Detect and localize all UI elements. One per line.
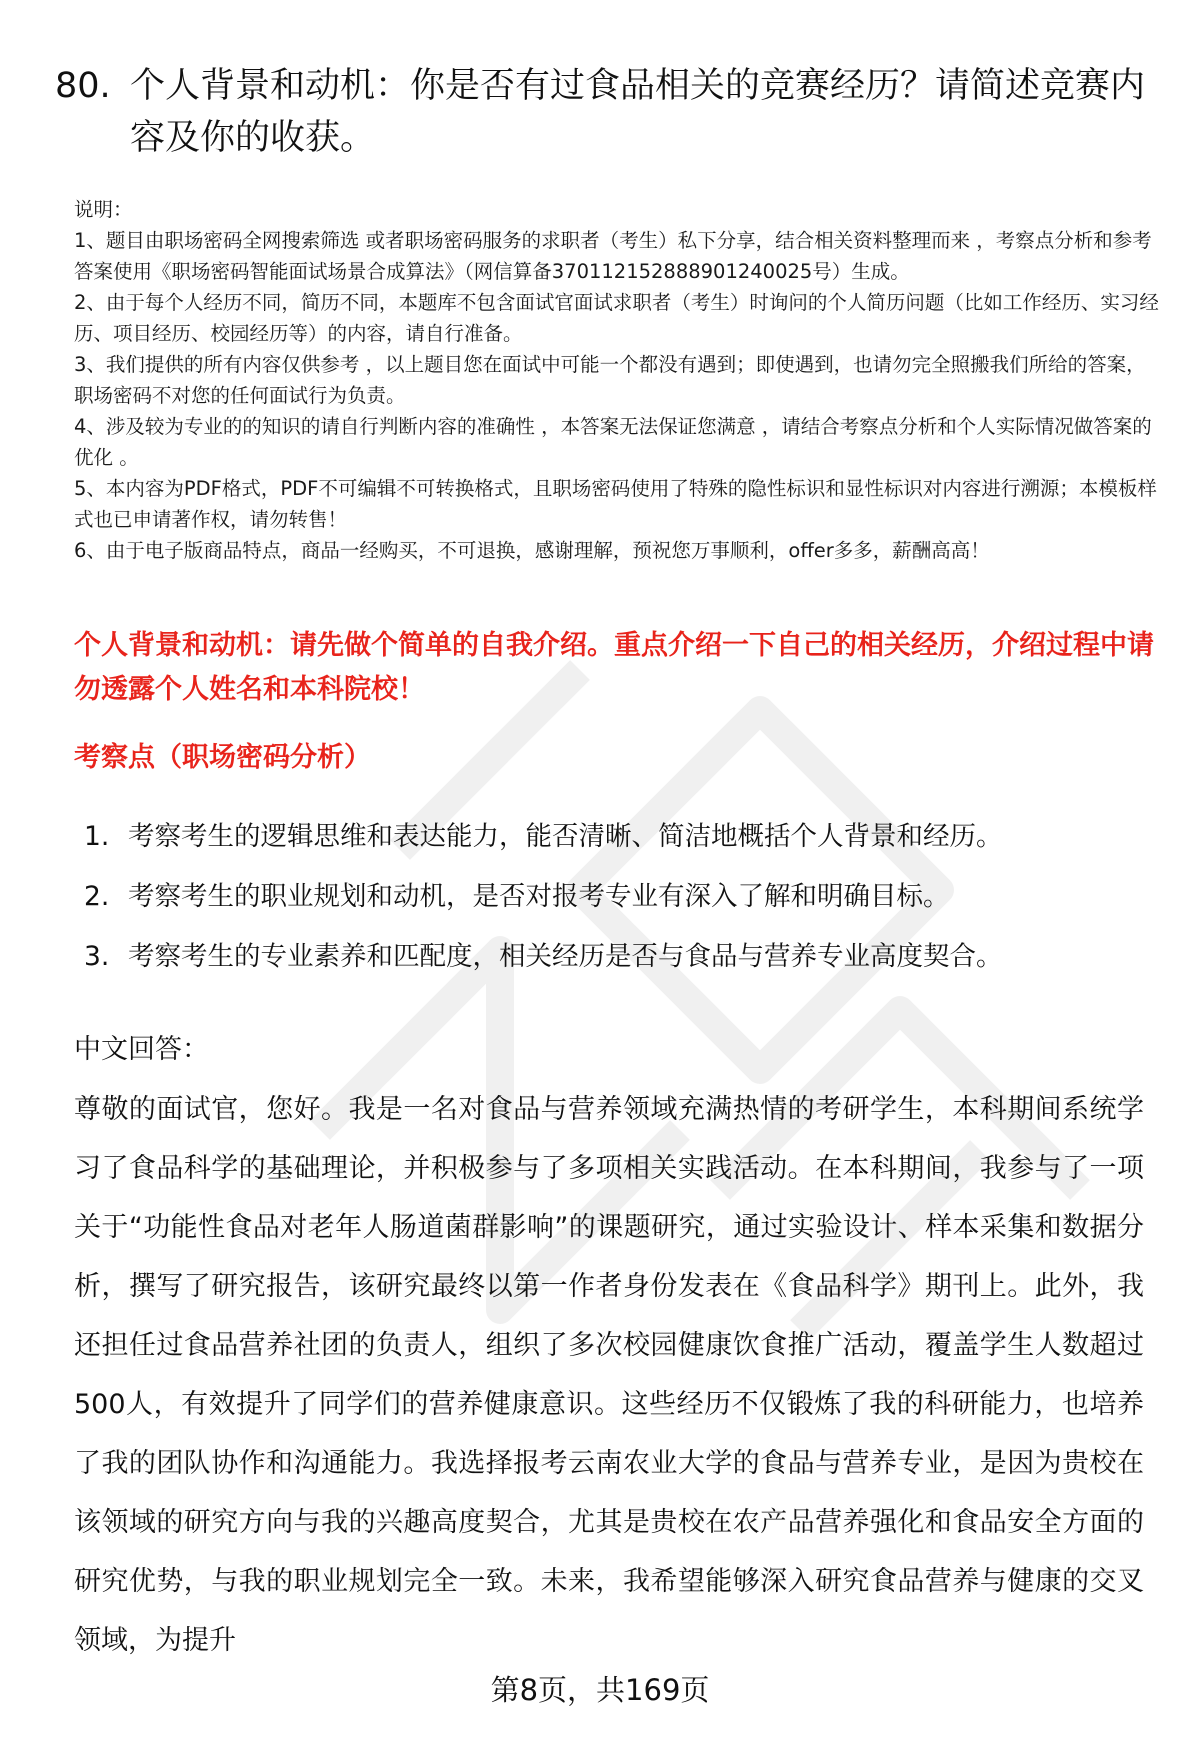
analysis-point [84,937,1164,977]
point-number: 1. [84,821,110,852]
note-item: 4、涉及较为专业的的知识的请自行判断内容的准确性 ，本答案无法保证您满意 ，请结合考察点分析和个人实际情况做答案的优化 。 [74,415,1152,469]
note-item: 1、题目由职场密码全网搜索筛选 或者职场密码服务的求职者（考生）私下分享，结合相关资料整理而来 ，考察点分析和参考答案使用《职场密码智能面试场景合成算法》（网信算备370112152888901240025号）生成。 [74,229,1152,283]
page-footer: 第8页，共169页 [490,1673,710,1707]
answer-label: 中文回答： [74,1034,209,1065]
question-text: 个人背景和动机：你是否有过食品相关的竞赛经历？请简述竞赛内容及你的收获。 [130,66,1146,158]
question-title [55,60,1145,164]
analysis-heading: 考察点（职场密码分析） [74,742,371,773]
answer-text: 尊敬的面试官，您好。我是一名对食品与营养领域充满热情的考研学生，本科期间系统学习了食品科学的基础理论，并积极参与了多项相关实践活动。在本科期间，我参与了一项关于“功能性食品对老年人肠道菌群影响”的课题研究，通过实验设计、样本采集和数据分析，撰写了研究报告，该研究最终以第一作者身份发表在《食品科学》期刊上。此外，我还担任过食品营养社团的负责人，组织了多次校园健康饮食推广活动，覆盖学生人数超过500人，有效提升了同学们的营养健康意识。这些经历不仅锻炼了我的科研能力，也培养了我的团队协作和沟通能力。我选择报考云南农业大学的食品与营养专业，是因为贵校在该领域的研究方向与我的兴趣高度契合，尤其是贵校在农产品营养强化和食品安全方面的研究优势，与我的职业规划完全一致。未来，我希望能够深入研究食品营养与健康的交叉领域，为提升 [74,1094,1144,1656]
note-item: 2、由于每个人经历不同，简历不同，本题库不包含面试官面试求职者（考生）时询问的个人简历问题（比如工作经历、实习经历、项目经历、校园经历等）的内容，请自行准备。 [74,291,1159,345]
note-item: 5、本内容为PDF格式，PDF不可编辑不可转换格式，且职场密码使用了特殊的隐性标识和显性标识对内容进行溯源；本模板样式也已申请著作权，请勿转售！ [74,477,1157,531]
analysis-point [84,877,1164,917]
point-text: 考察考生的职业规划和动机，是否对报考专业有深入了解和明确目标。 [128,881,950,912]
notes-section [74,194,1164,566]
notes-heading: 说明： [74,198,133,221]
prompt-heading: 个人背景和动机：请先做个简单的自我介绍。重点介绍一下自己的相关经历，介绍过程中请勿透露个人姓名和本科院校！ [74,630,1154,705]
point-text: 考察考生的逻辑思维和表达能力，能否清晰、简洁地概括个人背景和经历。 [128,821,1003,852]
analysis-point [84,817,1164,857]
question-number: 80. [55,66,111,106]
point-number: 2. [84,881,110,912]
note-item: 6、由于电子版商品特点，商品一经购买，不可退换，感谢理解，预祝您万事顺利，offer多多，薪酬高高！ [74,539,990,562]
note-item: 3、我们提供的所有内容仅供参考 ，以上题目您在面试中可能一个都没有遇到；即使遇到，也请勿完全照搬我们所给的答案，职场密码不对您的任何面试行为负责。 [74,353,1146,407]
point-number: 3. [84,941,110,972]
point-text: 考察考生的专业素养和匹配度，相关经历是否与食品与营养专业高度契合。 [128,941,1003,972]
analysis-points [84,817,1164,997]
